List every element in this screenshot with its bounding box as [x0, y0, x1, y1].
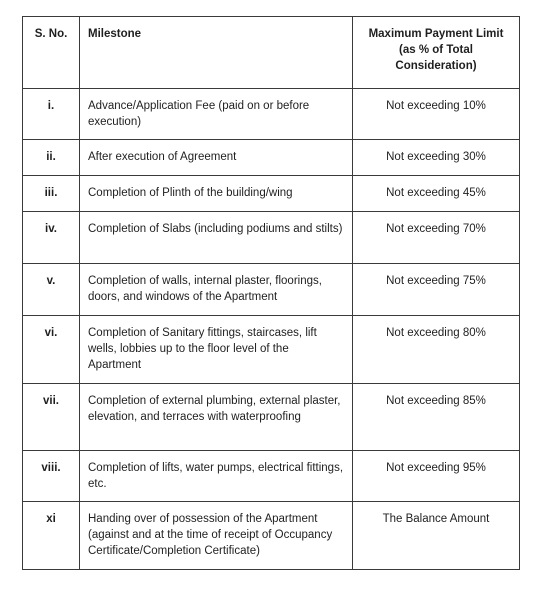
- row-sno: iv.: [23, 212, 80, 264]
- row-payment-limit: Not exceeding 75%: [353, 264, 520, 316]
- table-row: [23, 451, 520, 502]
- table-row: [23, 140, 520, 176]
- row-sno: vii.: [23, 384, 80, 451]
- table-row: [23, 89, 520, 140]
- row-sno: i.: [23, 89, 80, 140]
- row-payment-limit: Not exceeding 95%: [353, 451, 520, 502]
- header-sno: S. No.: [23, 17, 80, 89]
- row-payment-limit: The Balance Amount: [353, 502, 520, 570]
- table-header-row: [23, 17, 520, 89]
- header-payment-limit: Maximum Payment Limit (as % of Total Consideration): [353, 17, 520, 89]
- row-payment-limit: Not exceeding 45%: [353, 176, 520, 212]
- row-milestone: Completion of Plinth of the building/wing: [80, 176, 353, 212]
- row-payment-limit: Not exceeding 30%: [353, 140, 520, 176]
- row-milestone: Completion of walls, internal plaster, floorings, doors, and windows of the Apartment: [80, 264, 353, 316]
- row-milestone: Completion of lifts, water pumps, electrical fittings, etc.: [80, 451, 353, 502]
- payment-milestone-table: [22, 16, 520, 570]
- row-milestone: Completion of Slabs (including podiums and stilts): [80, 212, 353, 264]
- row-sno: iii.: [23, 176, 80, 212]
- row-sno: viii.: [23, 451, 80, 502]
- row-payment-limit: Not exceeding 80%: [353, 316, 520, 384]
- row-milestone: Advance/Application Fee (paid on or before execution): [80, 89, 353, 140]
- row-milestone: Completion of Sanitary fittings, staircases, lift wells, lobbies up to the floor level of the Apartment: [80, 316, 353, 384]
- row-sno: vi.: [23, 316, 80, 384]
- row-payment-limit: Not exceeding 85%: [353, 384, 520, 451]
- table-row: [23, 502, 520, 570]
- row-sno: v.: [23, 264, 80, 316]
- row-milestone: Handing over of possession of the Apartment (against and at the time of receipt of Occupancy Certificate/Completion Certificate): [80, 502, 353, 570]
- table-row: [23, 176, 520, 212]
- table-row: [23, 316, 520, 384]
- header-milestone: Milestone: [80, 17, 353, 89]
- row-milestone: Completion of external plumbing, external plaster, elevation, and terraces with waterproofing: [80, 384, 353, 451]
- table-row: [23, 384, 520, 451]
- row-sno: xi: [23, 502, 80, 570]
- table-row: [23, 264, 520, 316]
- row-payment-limit: Not exceeding 10%: [353, 89, 520, 140]
- row-sno: ii.: [23, 140, 80, 176]
- table-row: [23, 212, 520, 264]
- row-milestone: After execution of Agreement: [80, 140, 353, 176]
- row-payment-limit: Not exceeding 70%: [353, 212, 520, 264]
